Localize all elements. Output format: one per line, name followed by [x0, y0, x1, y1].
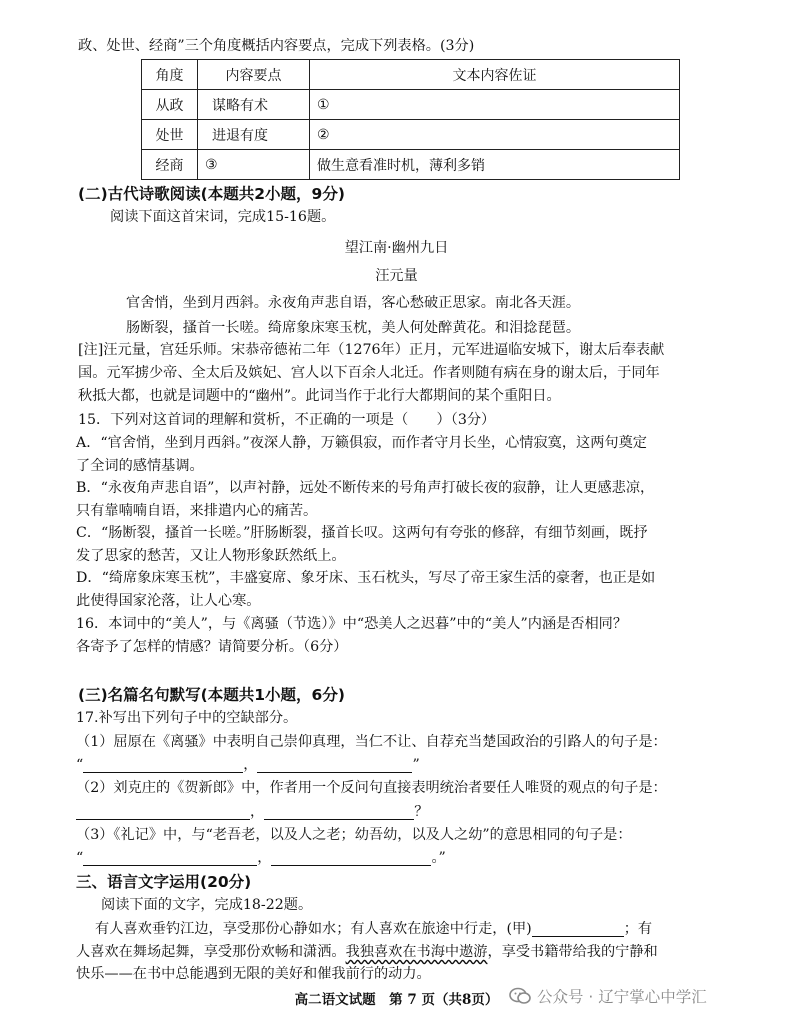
wechat-icon — [509, 987, 531, 1005]
option-c: C．“肠断裂，搔首一长嗟。”肝肠断裂，搔首长叹。这两句有夸张的修辞，有细节刻画，既抒 — [76, 525, 648, 541]
page-footer: 高二语文试题 第 7 页（共8页） — [294, 992, 499, 1008]
question-16-cont: 各寄予了怎样的情感？请简要分析。（6分） — [76, 639, 348, 655]
summary-table — [141, 59, 680, 180]
table-row — [142, 150, 680, 180]
intro-line: 政、处世、经商”三个角度概括内容要点，完成下列表格。(3分) — [78, 38, 475, 54]
answer-blank-jia[interactable] — [532, 921, 624, 937]
option-a-cont: 了全词的感情基调。 — [76, 458, 204, 474]
note-line: [注]汪元量，宫廷乐师。宋恭帝德祐二年（1276年）正月，元军进逼临安城下，谢太后奉表献 — [78, 342, 665, 358]
passage-text: ；有 — [623, 921, 653, 937]
note-line: 国。元军掳少帝、全太后及嫔妃、宫人以下百余人北迁。作者则随有病在身的谢太后，于同年 — [78, 365, 660, 381]
option-c-cont: 发了思家的愁苦，又让人物形象跃然纸上。 — [76, 548, 346, 564]
table-cell: 经商 — [142, 150, 198, 180]
table-cell: ① — [310, 90, 680, 120]
answer-blank[interactable] — [271, 850, 431, 866]
poem-line: 肠断裂，搔首一长嗟。绮席象床寒玉枕，美人何处醉黄花。和泪捻琵琶。 — [126, 320, 581, 336]
comma: ， — [250, 804, 265, 820]
answer-blank[interactable] — [264, 804, 414, 820]
option-b-cont: 只有靠喃喃自语，来排遣内心的痛苦。 — [76, 503, 318, 519]
close-quote: ” — [412, 757, 420, 773]
option-b: B．“永夜角声悲自语”，以声衬静，远处不断传来的号角声打破长夜的寂静，让人更感悲凉， — [76, 480, 655, 496]
table-cell: 做生意看准时机，薄利多销 — [310, 150, 680, 180]
wavy-underlined-sentence: 我独喜欢在书海中遨游 — [345, 944, 488, 960]
poem-author: 汪元量 — [375, 268, 418, 284]
answer-blank[interactable] — [83, 850, 257, 866]
passage-line — [95, 918, 745, 940]
instruction: 阅读下面的文字，完成18-22题。 — [101, 897, 313, 913]
watermark-text: 公众号 · 辽宁掌心中学汇 — [537, 988, 707, 1006]
note-line: 秋抵大都，也就是词题中的“幽州”。此词当作于北行大都期间的某个重阳日。 — [78, 388, 561, 404]
question-15: 15．下列对这首词的理解和赏析，不正确的一项是（ ）（3分） — [78, 412, 496, 428]
table-cell: ② — [310, 120, 680, 150]
table-header: 内容要点 — [198, 60, 310, 90]
answer-line — [76, 754, 726, 776]
section-heading-poetry: (二)古代诗歌阅读(本题共2小题，9分) — [78, 185, 345, 203]
table-row — [142, 90, 680, 120]
question-17: 17.补写出下列句子中的空缺部分。 — [76, 710, 298, 726]
table-cell: 进退有度 — [198, 120, 310, 150]
comma: ， — [243, 757, 258, 773]
table-row — [142, 120, 680, 150]
table-header: 角度 — [142, 60, 198, 90]
open-quote: “ — [76, 850, 84, 866]
instruction: 阅读下面这首宋词，完成15-16题。 — [110, 209, 336, 225]
answer-blank[interactable] — [76, 804, 250, 820]
passage-line: 快乐——在书中总能遇到无限的美好和催我前行的动力。 — [76, 966, 431, 982]
question-mark: ？ — [414, 804, 429, 820]
poem-title: 望江南·幽州九日 — [344, 240, 449, 256]
recite-item: （2）刘克庄的《贺新郎》中，作者用一个反问句直接表明统治者要任人唯贤的观点的句子是： — [76, 780, 667, 796]
table-header-row — [142, 60, 680, 90]
recite-item: （1）屈原在《离骚》中表明自己崇仰真理，当仁不让、自荐充当楚国政治的引路人的句子是： — [76, 734, 667, 750]
watermark — [509, 985, 707, 1007]
answer-line — [76, 847, 726, 869]
passage-text: ，享受书籍带给我的宁静和 — [487, 944, 658, 960]
option-a: A．“官舍悄，坐到月西斜。”夜深人静，万籁俱寂，而作者守月长坐，心情寂寞，这两句奠定 — [76, 435, 647, 451]
part-heading-language: 三、语言文字运用(20分) — [76, 873, 252, 891]
recite-item: （3）《礼记》中，与“老吾老，以及人之老；幼吾幼，以及人之幼”的意思相同的句子是： — [76, 827, 632, 843]
table-cell: ③ — [198, 150, 310, 180]
section-heading-recitation: (三)名篇名句默写(本题共1小题，6分) — [78, 686, 345, 704]
answer-blank[interactable] — [257, 757, 412, 773]
table-cell: 处世 — [142, 120, 198, 150]
period-close: 。” — [431, 850, 446, 866]
table-cell: 从政 — [142, 90, 198, 120]
table-header: 文本内容佐证 — [310, 60, 680, 90]
option-d-cont: 此使得国家沦落，让人心寒。 — [76, 593, 261, 609]
question-16: 16．本词中的“美人”，与《离骚（节选）》中“恐美人之迟暮”中的“美人”内涵是否相同？ — [76, 616, 628, 632]
passage-line — [76, 941, 726, 963]
option-d: D．“绮席象床寒玉枕”，丰盛宴席、象牙床、玉石枕头，写尽了帝王家生活的豪奢，也正是如 — [76, 570, 656, 586]
comma: ， — [257, 850, 272, 866]
passage-text: 有人喜欢垂钓江边，享受那份心静如水；有人喜欢在旅途中行走，(甲) — [95, 921, 532, 937]
passage-text: 人喜欢在舞场起舞，享受那份欢畅和潇洒。 — [76, 944, 346, 960]
open-quote: “ — [76, 757, 84, 773]
poem-line: 官舍悄，坐到月西斜。永夜角声悲自语，客心愁破正思家。南北各天涯。 — [126, 295, 581, 311]
answer-line — [76, 801, 726, 823]
table-cell: 谋略有术 — [198, 90, 310, 120]
answer-blank[interactable] — [83, 757, 243, 773]
